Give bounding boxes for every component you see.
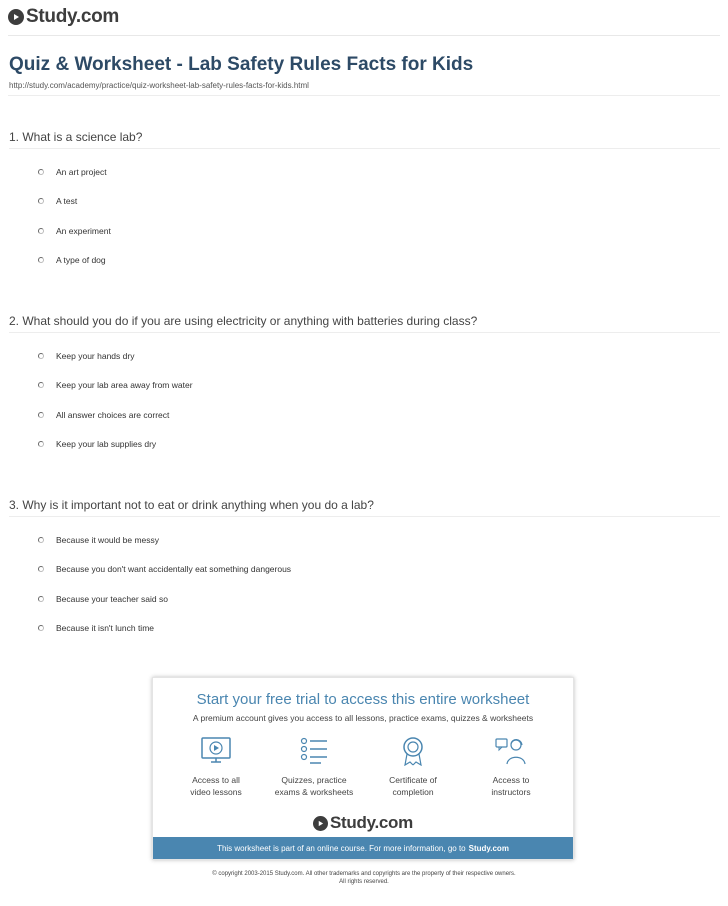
promo-logo[interactable] [153,813,573,833]
radio-button-icon[interactable] [38,412,44,418]
option-label: Keep your lab area away from water [56,380,193,390]
free-trial-promo[interactable] [152,677,574,860]
play-circle-icon [313,816,328,831]
question-2 [9,314,720,333]
feature-label: Access to all video lessons [190,775,242,797]
study-logo[interactable] [8,6,119,28]
answer-option[interactable] [38,196,77,206]
page-url[interactable]: http://study.com/academy/practice/quiz-worksheet-lab-safety-rules-facts-for-kids.html [9,81,309,90]
radio-button-icon[interactable] [38,566,44,572]
copyright-notice [0,870,728,886]
logo-text: Study.com [26,6,120,27]
radio-button-icon[interactable] [38,198,44,204]
promo-info-bar [153,837,573,859]
quiz-list-icon [297,736,331,766]
option-label: Because it would be messy [56,535,159,545]
radio-button-icon[interactable] [38,596,44,602]
answer-option[interactable] [38,623,154,633]
option-label: Because your teacher said so [56,594,168,604]
feature-instructors [461,736,561,798]
answer-option[interactable] [38,535,159,545]
feature-video-lessons [166,736,266,798]
promo-title[interactable]: Start your free trial to access this entire worksheet [196,691,530,708]
header-divider [8,35,720,36]
promo-subtitle: A premium account gives you access to all lessons, practice exams, quizzes & worksheets [192,713,534,723]
answer-option[interactable] [38,255,106,265]
answer-option[interactable] [38,410,169,420]
option-label: An experiment [56,226,111,236]
option-label: Keep your hands dry [56,351,135,361]
radio-button-icon[interactable] [38,228,44,234]
question-divider [9,332,720,333]
option-label: An art project [56,167,107,177]
radio-button-icon[interactable] [38,257,44,263]
question-text: 2. What should you do if you are using electricity or anything with batteries during class? [9,314,478,328]
feature-label: Quizzes, practice exams & worksheets [274,775,354,797]
question-text: 3. Why is it important not to eat or drink anything when you do a lab? [9,498,374,512]
option-label: A test [56,196,78,206]
question-divider [9,148,720,149]
question-text: 1. What is a science lab? [9,130,143,144]
option-label: All answer choices are correct [56,410,170,420]
question-3 [9,498,720,517]
radio-button-icon[interactable] [38,382,44,388]
copyright-line: © copyright 2003-2015 Study.com. All other trademarks and copyrights are the property of their respective owners. [212,871,516,877]
certificate-icon [396,736,430,766]
option-label: Because it isn't lunch time [56,623,155,633]
promo-bar-text: This worksheet is part of an online course. For more information, go to [217,843,466,853]
option-label: A type of dog [56,255,106,265]
answer-option[interactable] [38,594,168,604]
study-link[interactable]: Study.com [468,843,509,853]
video-lesson-icon [199,736,233,766]
answer-option[interactable] [38,564,291,574]
feature-certificate [363,736,463,798]
answer-option[interactable] [38,439,156,449]
answer-option[interactable] [38,226,111,236]
question-1 [9,130,720,149]
radio-button-icon[interactable] [38,353,44,359]
radio-button-icon[interactable] [38,441,44,447]
question-divider [9,516,720,517]
instructor-icon [494,736,528,766]
logo-text: Study.com [330,813,413,832]
feature-label: Certificate of completion [389,775,437,797]
feature-quizzes [264,736,364,798]
answer-option[interactable] [38,351,134,361]
radio-button-icon[interactable] [38,169,44,175]
play-circle-icon [8,9,24,25]
page-title: Quiz & Worksheet - Lab Safety Rules Facts for Kids [9,54,474,75]
option-label: Because you don't want accidentally eat something dangerous [56,564,292,574]
answer-option[interactable] [38,167,107,177]
answer-option[interactable] [38,380,193,390]
title-divider [8,95,720,96]
radio-button-icon[interactable] [38,537,44,543]
radio-button-icon[interactable] [38,625,44,631]
feature-label: Access to instructors [491,775,531,797]
copyright-line: All rights reserved. [339,879,389,885]
option-label: Keep your lab supplies dry [56,439,157,449]
